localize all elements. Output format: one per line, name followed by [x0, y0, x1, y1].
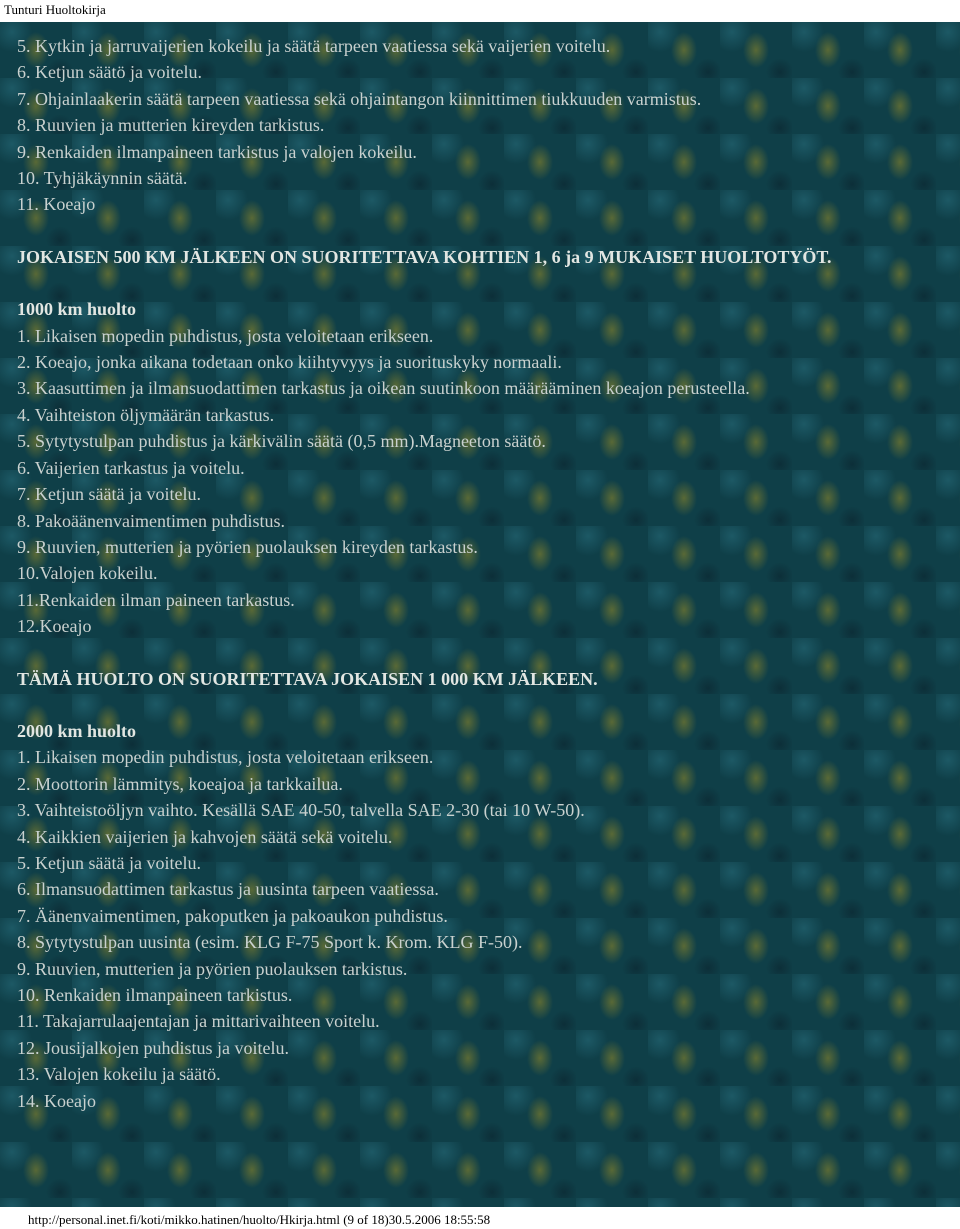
list-item: 12. Jousijalkojen puhdistus ja voitelu.	[17, 1037, 289, 1058]
list-item: 1. Likaisen mopedin puhdistus, josta veloitetaan erikseen.	[17, 747, 434, 768]
list-2000km	[17, 744, 947, 1114]
list-item: 14. Koeajo	[17, 1090, 96, 1111]
list-item: 9. Ruuvien, mutterien ja pyörien puolauksen kireyden tarkastus.	[17, 536, 478, 557]
intro-list	[17, 33, 947, 218]
section-title-1000km: 1000 km huolto	[17, 299, 137, 320]
list-item: 4. Kaikkien vaijerien ja kahvojen säätä sekä voitelu.	[17, 826, 393, 847]
list-item: 5. Sytytystulpan puhdistus ja kärkivälin säätä (0,5 mm).Magneeton säätö.	[17, 431, 546, 452]
list-item: 3. Vaihteistoöljyn vaihto. Kesällä SAE 40-50, talvella SAE 2-30 (tai 10 W-50).	[17, 800, 585, 821]
list-item: 10.Valojen kokeilu.	[17, 563, 158, 584]
list-item: 8. Pakoäänenvaimentimen puhdistus.	[17, 510, 285, 531]
list-item: 7. Ohjainlaakerin säätä tarpeen vaatiessa sekä ohjaintangon kiinnittimen tiukkuuden varmistus.	[17, 88, 702, 109]
print-header	[0, 0, 960, 22]
list-item: 4. Vaihteiston öljymäärän tarkastus.	[17, 404, 275, 425]
list-item: 2. Moottorin lämmitys, koeajoa ja tarkkailua.	[17, 773, 343, 794]
list-item: 5. Kytkin ja jarruvaijerien kokeilu ja säätä tarpeen vaatiessa sekä vaijerien voitelu.	[17, 36, 611, 56]
list-item: 13. Valojen kokeilu ja säätö.	[17, 1064, 221, 1085]
list-item: 2. Koeajo, jonka aikana todetaan onko kiihtyvyys ja suorituskyky normaali.	[17, 352, 562, 373]
page-body	[0, 22, 960, 1207]
list-item: 7. Äänenvaimentimen, pakoputken ja pakoaukon puhdistus.	[17, 905, 448, 926]
list-1000km	[17, 323, 947, 640]
list-item: 6. Vaijerien tarkastus ja voitelu.	[17, 457, 245, 478]
list-item: 1. Likaisen mopedin puhdistus, josta veloitetaan erikseen.	[17, 325, 434, 346]
list-item: 5. Ketjun säätä ja voitelu.	[17, 852, 201, 873]
notice-500km: JOKAISEN 500 KM JÄLKEEN ON SUORITETTAVA KOHTIEN 1, 6 ja 9 MUKAISET HUOLTOTYÖT.	[17, 246, 832, 267]
list-item: 8. Sytytystulpan uusinta (esim. KLG F-75 Sport k. Krom. KLG F-50).	[17, 932, 523, 953]
list-item: 6. Ketjun säätö ja voitelu.	[17, 62, 202, 83]
notice-1000km: TÄMÄ HUOLTO ON SUORITETTAVA JOKAISEN 1 000 KM JÄLKEEN.	[17, 668, 598, 689]
content	[17, 33, 947, 1114]
document-title: Tunturi Huoltokirja	[4, 2, 106, 17]
list-item: 9. Renkaiden ilmanpaineen tarkistus ja valojen kokeilu.	[17, 141, 417, 162]
list-item: 10. Renkaiden ilmanpaineen tarkistus.	[17, 985, 293, 1005]
list-item: 6. Ilmansuodattimen tarkastus ja uusinta tarpeen vaatiessa.	[17, 879, 439, 900]
list-item: 11. Takajarrulaajentajan ja mittarivaihteen voitelu.	[17, 1011, 380, 1032]
list-item: 8. Ruuvien ja mutterien kireyden tarkistus.	[17, 115, 325, 136]
list-item: 11.Renkaiden ilman paineen tarkastus.	[17, 589, 295, 610]
print-footer	[0, 1207, 960, 1229]
list-item: 10. Tyhjäkäynnin säätä.	[17, 168, 188, 189]
list-item: 7. Ketjun säätä ja voitelu.	[17, 484, 201, 505]
section-title-2000km: 2000 km huolto	[17, 720, 137, 741]
page-url: http://personal.inet.fi/koti/mikko.hatinen/huolto/Hkirja.html (9 of 18)30.5.2006 18:55:58	[28, 1212, 491, 1227]
list-item: 3. Kaasuttimen ja ilmansuodattimen tarkastus ja oikean suutinkoon määrääminen koeajon perusteella.	[17, 378, 750, 399]
list-item: 9. Ruuvien, mutterien ja pyörien puolauksen tarkistus.	[17, 958, 408, 979]
list-item: 12.Koeajo	[17, 616, 92, 637]
list-item: 11. Koeajo	[17, 194, 96, 215]
